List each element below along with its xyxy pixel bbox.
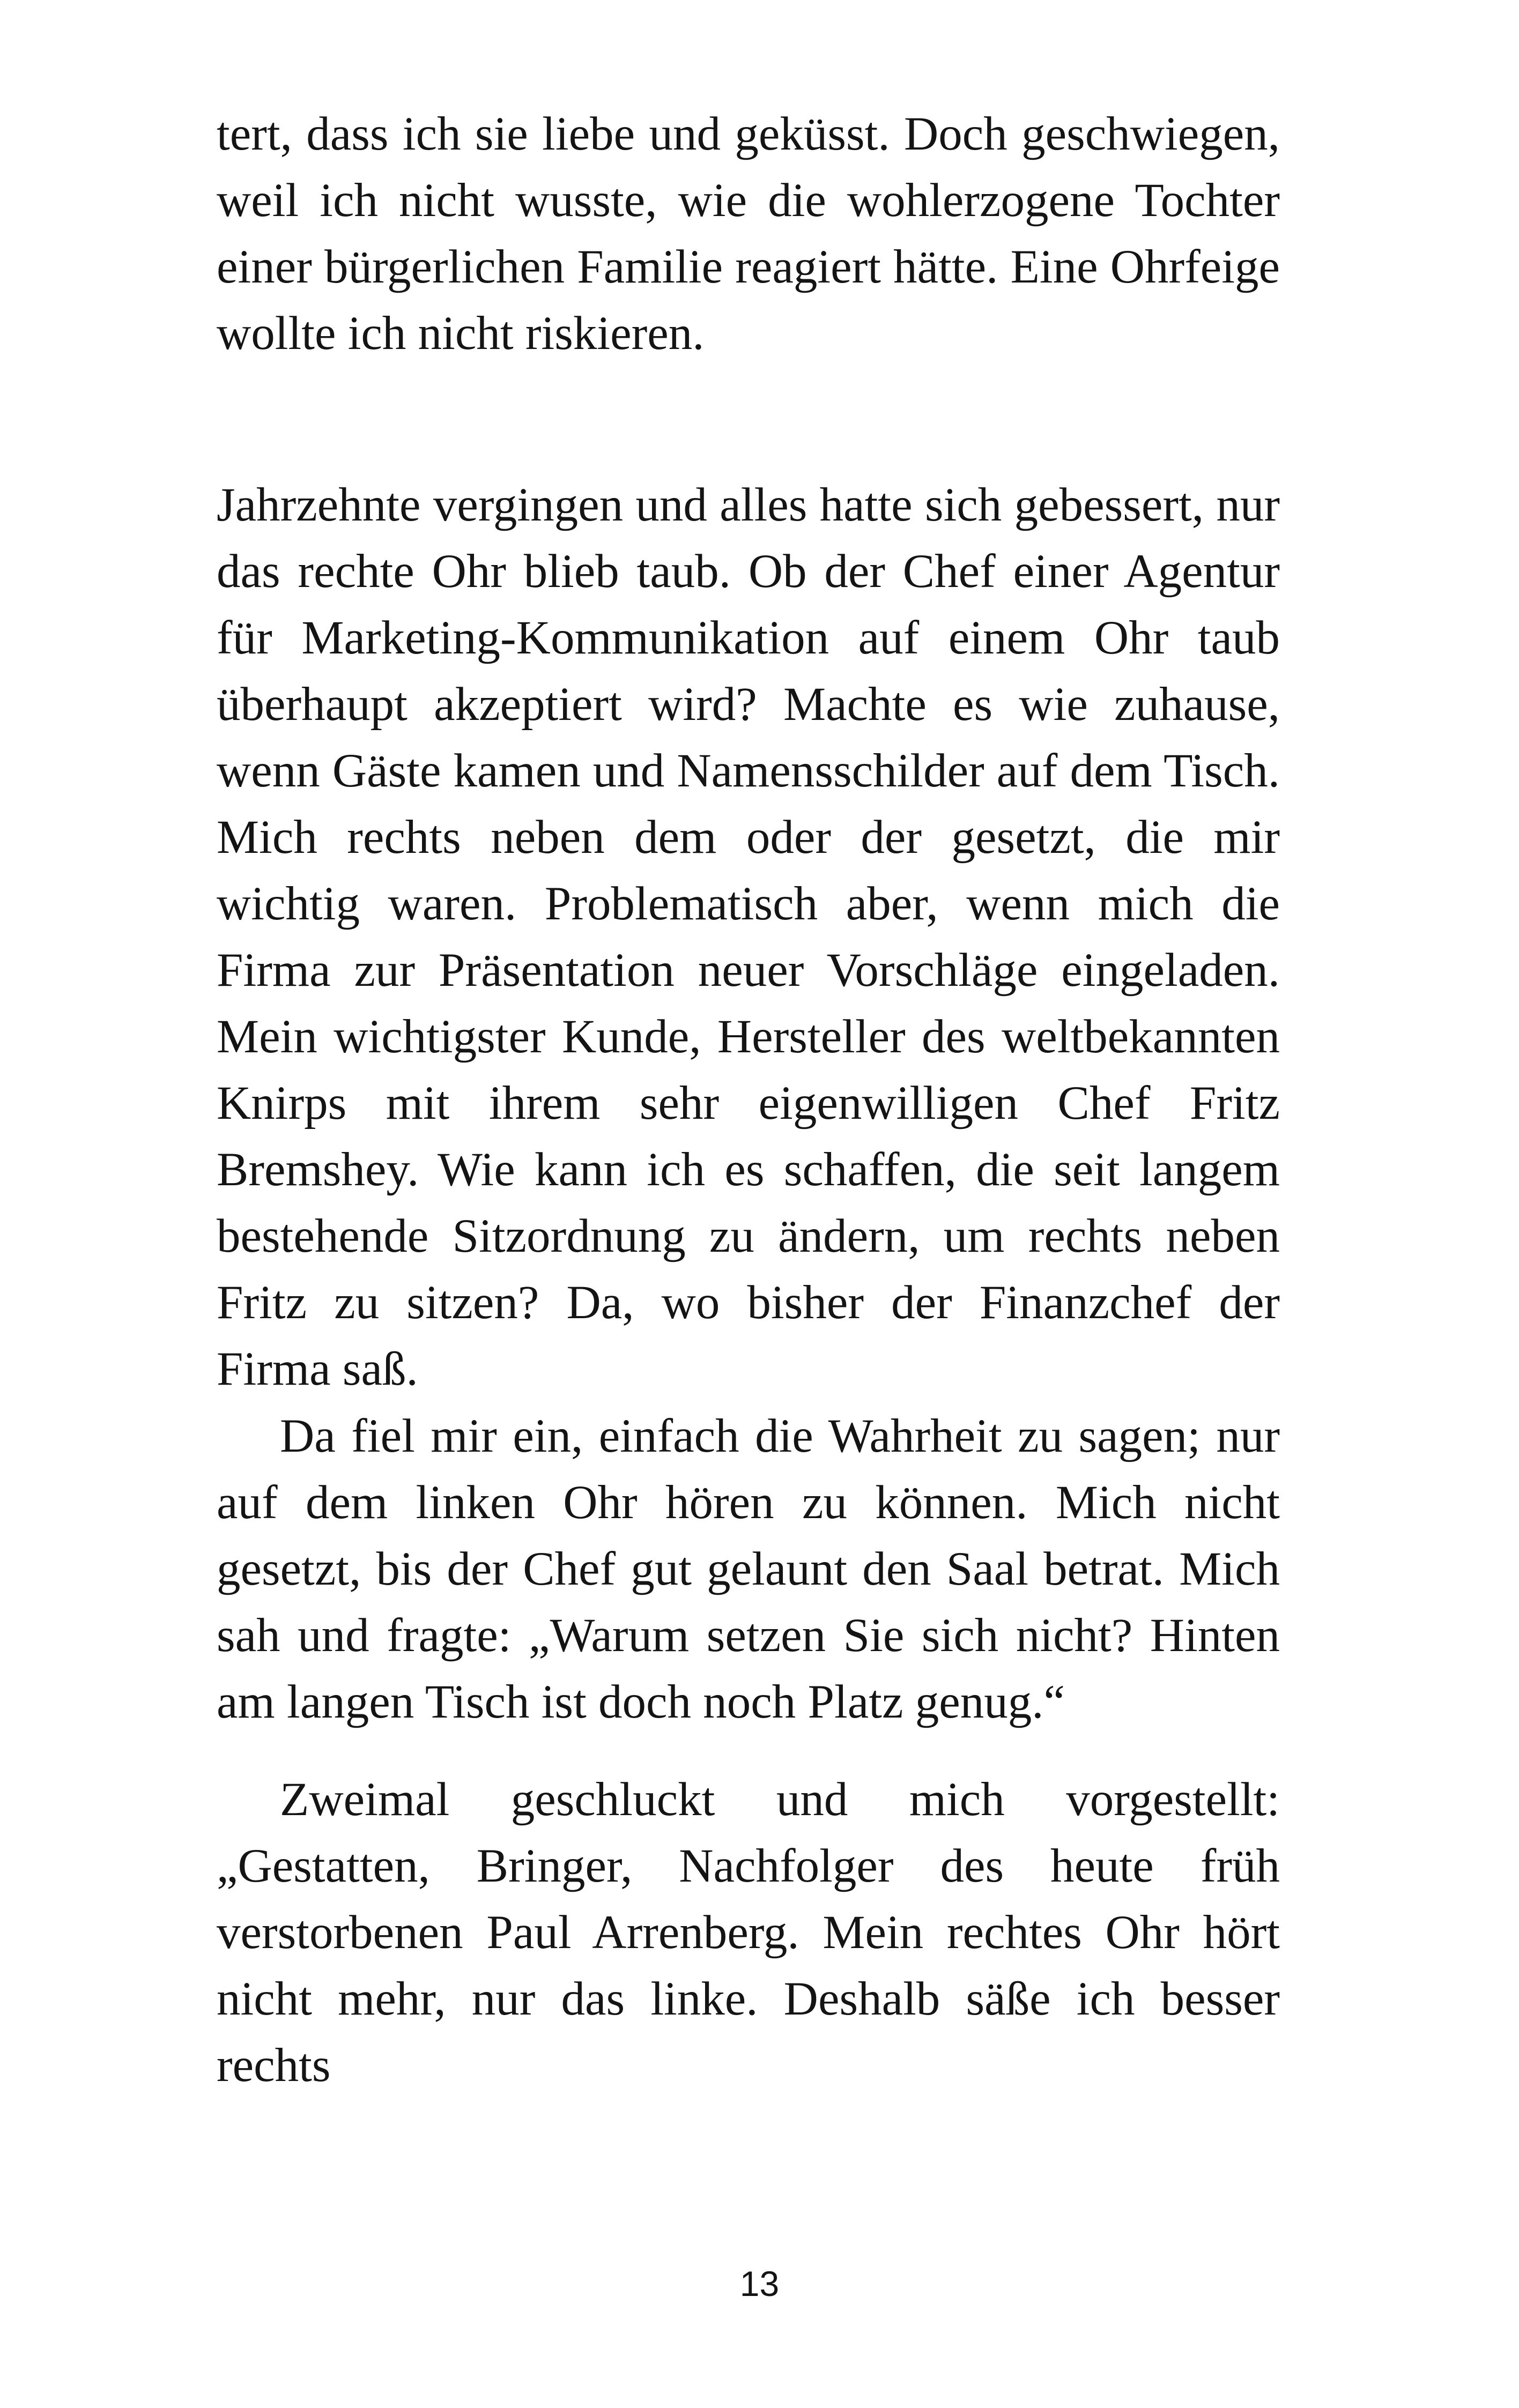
paragraph-continued: tert, dass ich sie liebe und geküsst. Doch geschwiegen, weil ich nicht wusste, wie die wohlerzogene Tochter einer bürgerlichen Familie reagiert hätte. Eine Ohrfeige wollte ich nicht riskieren. bbox=[217, 108, 1280, 360]
paragraph-continues-next-page: Zweimal geschluckt und mich vorgestellt: „Gestatten, Bringer, Nachfolger des heute früh verstorbenen Paul Arrenberg. Mein rechtes Ohr hört nicht mehr, nur das linke. Deshalb säße ich besser rechts bbox=[217, 1773, 1280, 2092]
page-number: 13 bbox=[739, 2264, 780, 2303]
paragraph: Da fiel mir ein, einfach die Wahrheit zu sagen; nur auf dem linken Ohr hören zu können. Mich nicht gesetzt, bis der Chef gut gelaunt den Saal betrat. Mich sah und fragte: „Warum setzen Sie sich nicht? Hinten am langen Tisch ist doch noch Platz genug.“ bbox=[217, 1410, 1280, 1728]
paragraph-new-section: Jahrzehnte vergingen und alles hatte sich gebessert, nur das rechte Ohr blieb taub. Ob der Chef einer Agentur für Marketing-Kommunikation auf einem Ohr taub überhaupt akzeptiert wird? Machte es wie zuhause, wenn Gäste kamen und Namensschilder auf dem Tisch. Mich rechts neben dem oder der gesetzt, die mir wichtig waren. Problematisch aber, wenn mich die Firma zur Präsentation neuer Vorschläge eingeladen. Mein wichtigster Kunde, Hersteller des weltbekannten Knirps mit ihrem sehr eigenwilligen Chef Fritz Bremshey. Wie kann ich es schaffen, die seit langem bestehende Sitzordnung zu ändern, um rechts neben Fritz zu sitzen? Da, wo bisher der Finanzchef der Firma saß. bbox=[217, 479, 1280, 1395]
